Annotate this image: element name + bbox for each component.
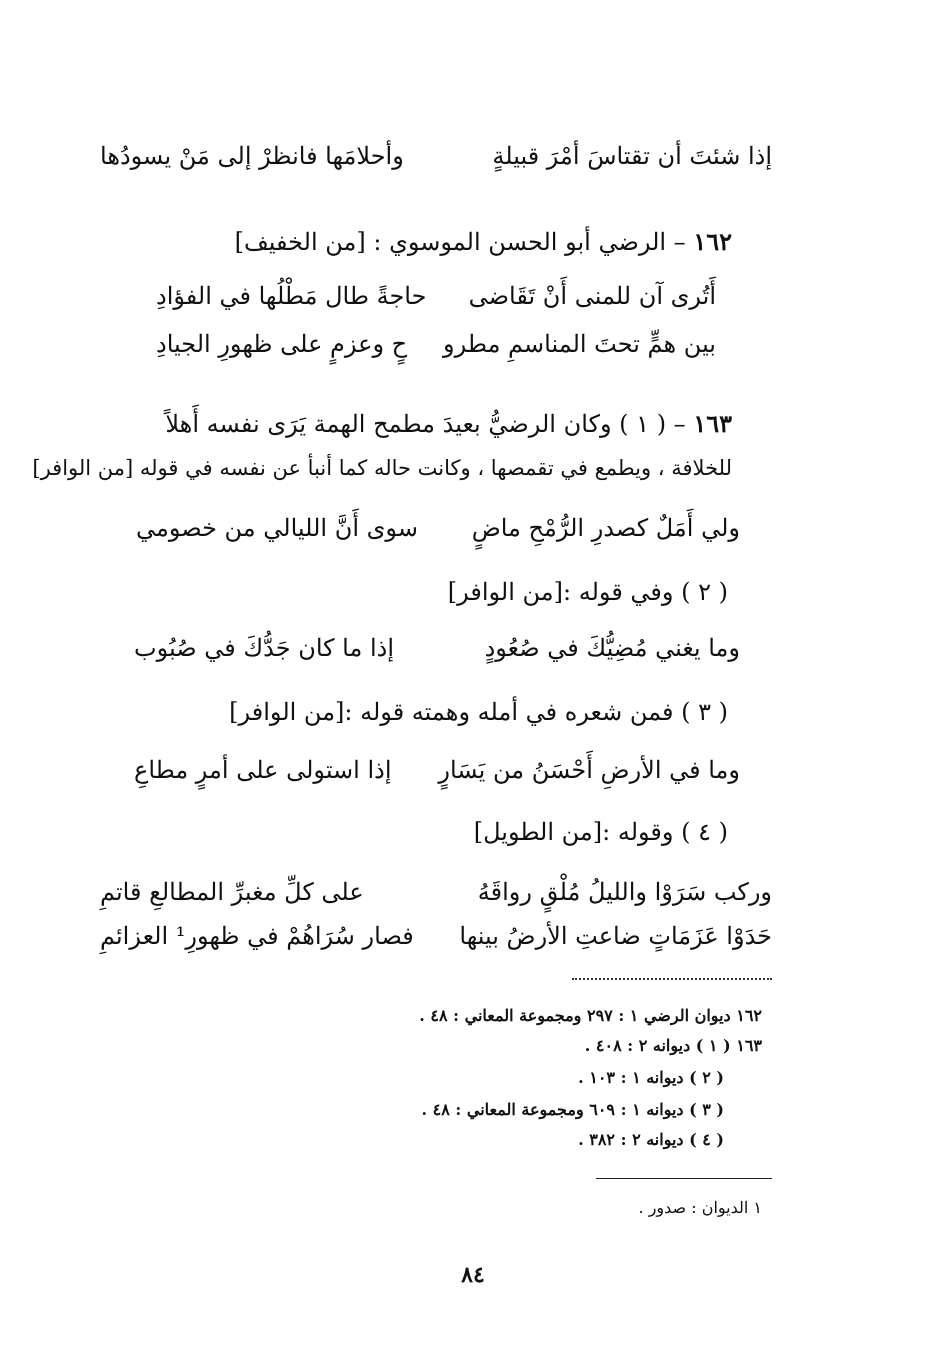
hemistich-right: ولي أَمَلٌ كصدرِ الرُّمْحِ ماضٍ [471, 514, 740, 542]
footnote-163-1: ١٦٣ ( ١ ) ديوانه ٢ : ٤٠٨ . [584, 1036, 762, 1055]
section-3-heading: ( ٣ ) فمن شعره في أمله وهمته قوله :[من الوافر] [229, 698, 728, 726]
verse-opening [100, 136, 772, 176]
hemistich-right: بين همٍّ تحتَ المناسمِ مطرو [443, 330, 716, 358]
hemistich-left: وأحلامَها فانظرْ إلى مَنْ يسودُها [100, 142, 404, 170]
hemistich-left: حٍ وعزمٍ على ظهورِ الجيادِ [156, 330, 408, 358]
page-number: ٨٤ [461, 1262, 485, 1288]
verse-163-4a [100, 872, 772, 912]
entry-number: ١٦٢ [693, 227, 732, 256]
verse-162-1 [156, 276, 716, 316]
entry-163-line-2: للخلافة ، ويطمع في تقمصها ، وكانت حاله كما أنبأ عن نفسه في قوله [من الوافر] [32, 456, 732, 480]
note-separator [596, 1178, 772, 1179]
footnote-separator [572, 978, 772, 980]
hemistich-right: إذا شئتَ أن تقتاسَ أمْرَ قبيلةٍ [492, 142, 772, 170]
entry-heading-text: – الرضي أبو الحسن الموسوي : [من الخفيف] [234, 228, 686, 256]
verse-163-3 [134, 750, 740, 790]
hemistich-right: وما في الأرضِ أَحْسَنُ من يَسَارٍ [438, 756, 740, 784]
verse-163-2 [134, 628, 740, 668]
section-4-heading: ( ٤ ) وقوله :[من الطويل] [473, 818, 728, 846]
hemistich-left: فصار سُرَاهُمْ في ظهورِ¹ العزائمِ [100, 922, 414, 950]
hemistich-left: على كلِّ مغبرِّ المطالعِ قاتمِ [100, 878, 364, 906]
verse-163-1 [136, 508, 740, 548]
hemistich-right: وركب سَرَوْا والليلُ مُلْقٍ رواقَهُ [477, 878, 772, 906]
footnote-163-2: ( ٢ ) ديوانه ١ : ١٠٣ . [578, 1068, 724, 1087]
entry-number: ١٦٣ [693, 409, 732, 438]
hemistich-left: حاجةً طال مَطْلُها في الفؤادِ [156, 282, 427, 310]
editor-note-1: ١ الديوان : صدور . [638, 1198, 762, 1217]
hemistich-left: إذا ما كان جَدُّكَ في صُبُوب [134, 634, 395, 662]
hemistich-right: حَدَوْا عَزَمَاتٍ ضاعتِ الأرضُ بينها [459, 922, 772, 950]
hemistich-right: وما يغني مُضِيُّكَ في صُعُودٍ [484, 634, 740, 662]
verse-162-2 [156, 324, 716, 364]
footnote-163-4: ( ٤ ) ديوانه ٢ : ٣٨٢ . [578, 1130, 724, 1149]
hemistich-right: أَتُرى آن للمنى أَنْ تَقَاضى [468, 282, 716, 310]
footnote-162: ١٦٢ ديوان الرضي ١ : ٢٩٧ ومجموعة المعاني : ٤٨ . [419, 1006, 762, 1025]
hemistich-left: إذا استولى على أمرٍ مطاعِ [134, 756, 392, 784]
section-2-heading: ( ٢ ) وفي قوله :[من الوافر] [447, 578, 728, 606]
entry-163-line-1 [165, 404, 732, 444]
entry-162-heading [235, 222, 732, 262]
hemistich-left: سوى أَنَّ الليالي من خصومي [136, 514, 418, 542]
footnote-163-3: ( ٣ ) ديوانه ١ : ٦٠٩ ومجموعة المعاني : ٤٨ . [421, 1100, 724, 1119]
paragraph-text: – ( ١ ) وكان الرضيُّ بعيدَ مطمح الهمة يَرَى نفسه أَهلاً [165, 410, 686, 438]
verse-163-4b [100, 916, 772, 956]
